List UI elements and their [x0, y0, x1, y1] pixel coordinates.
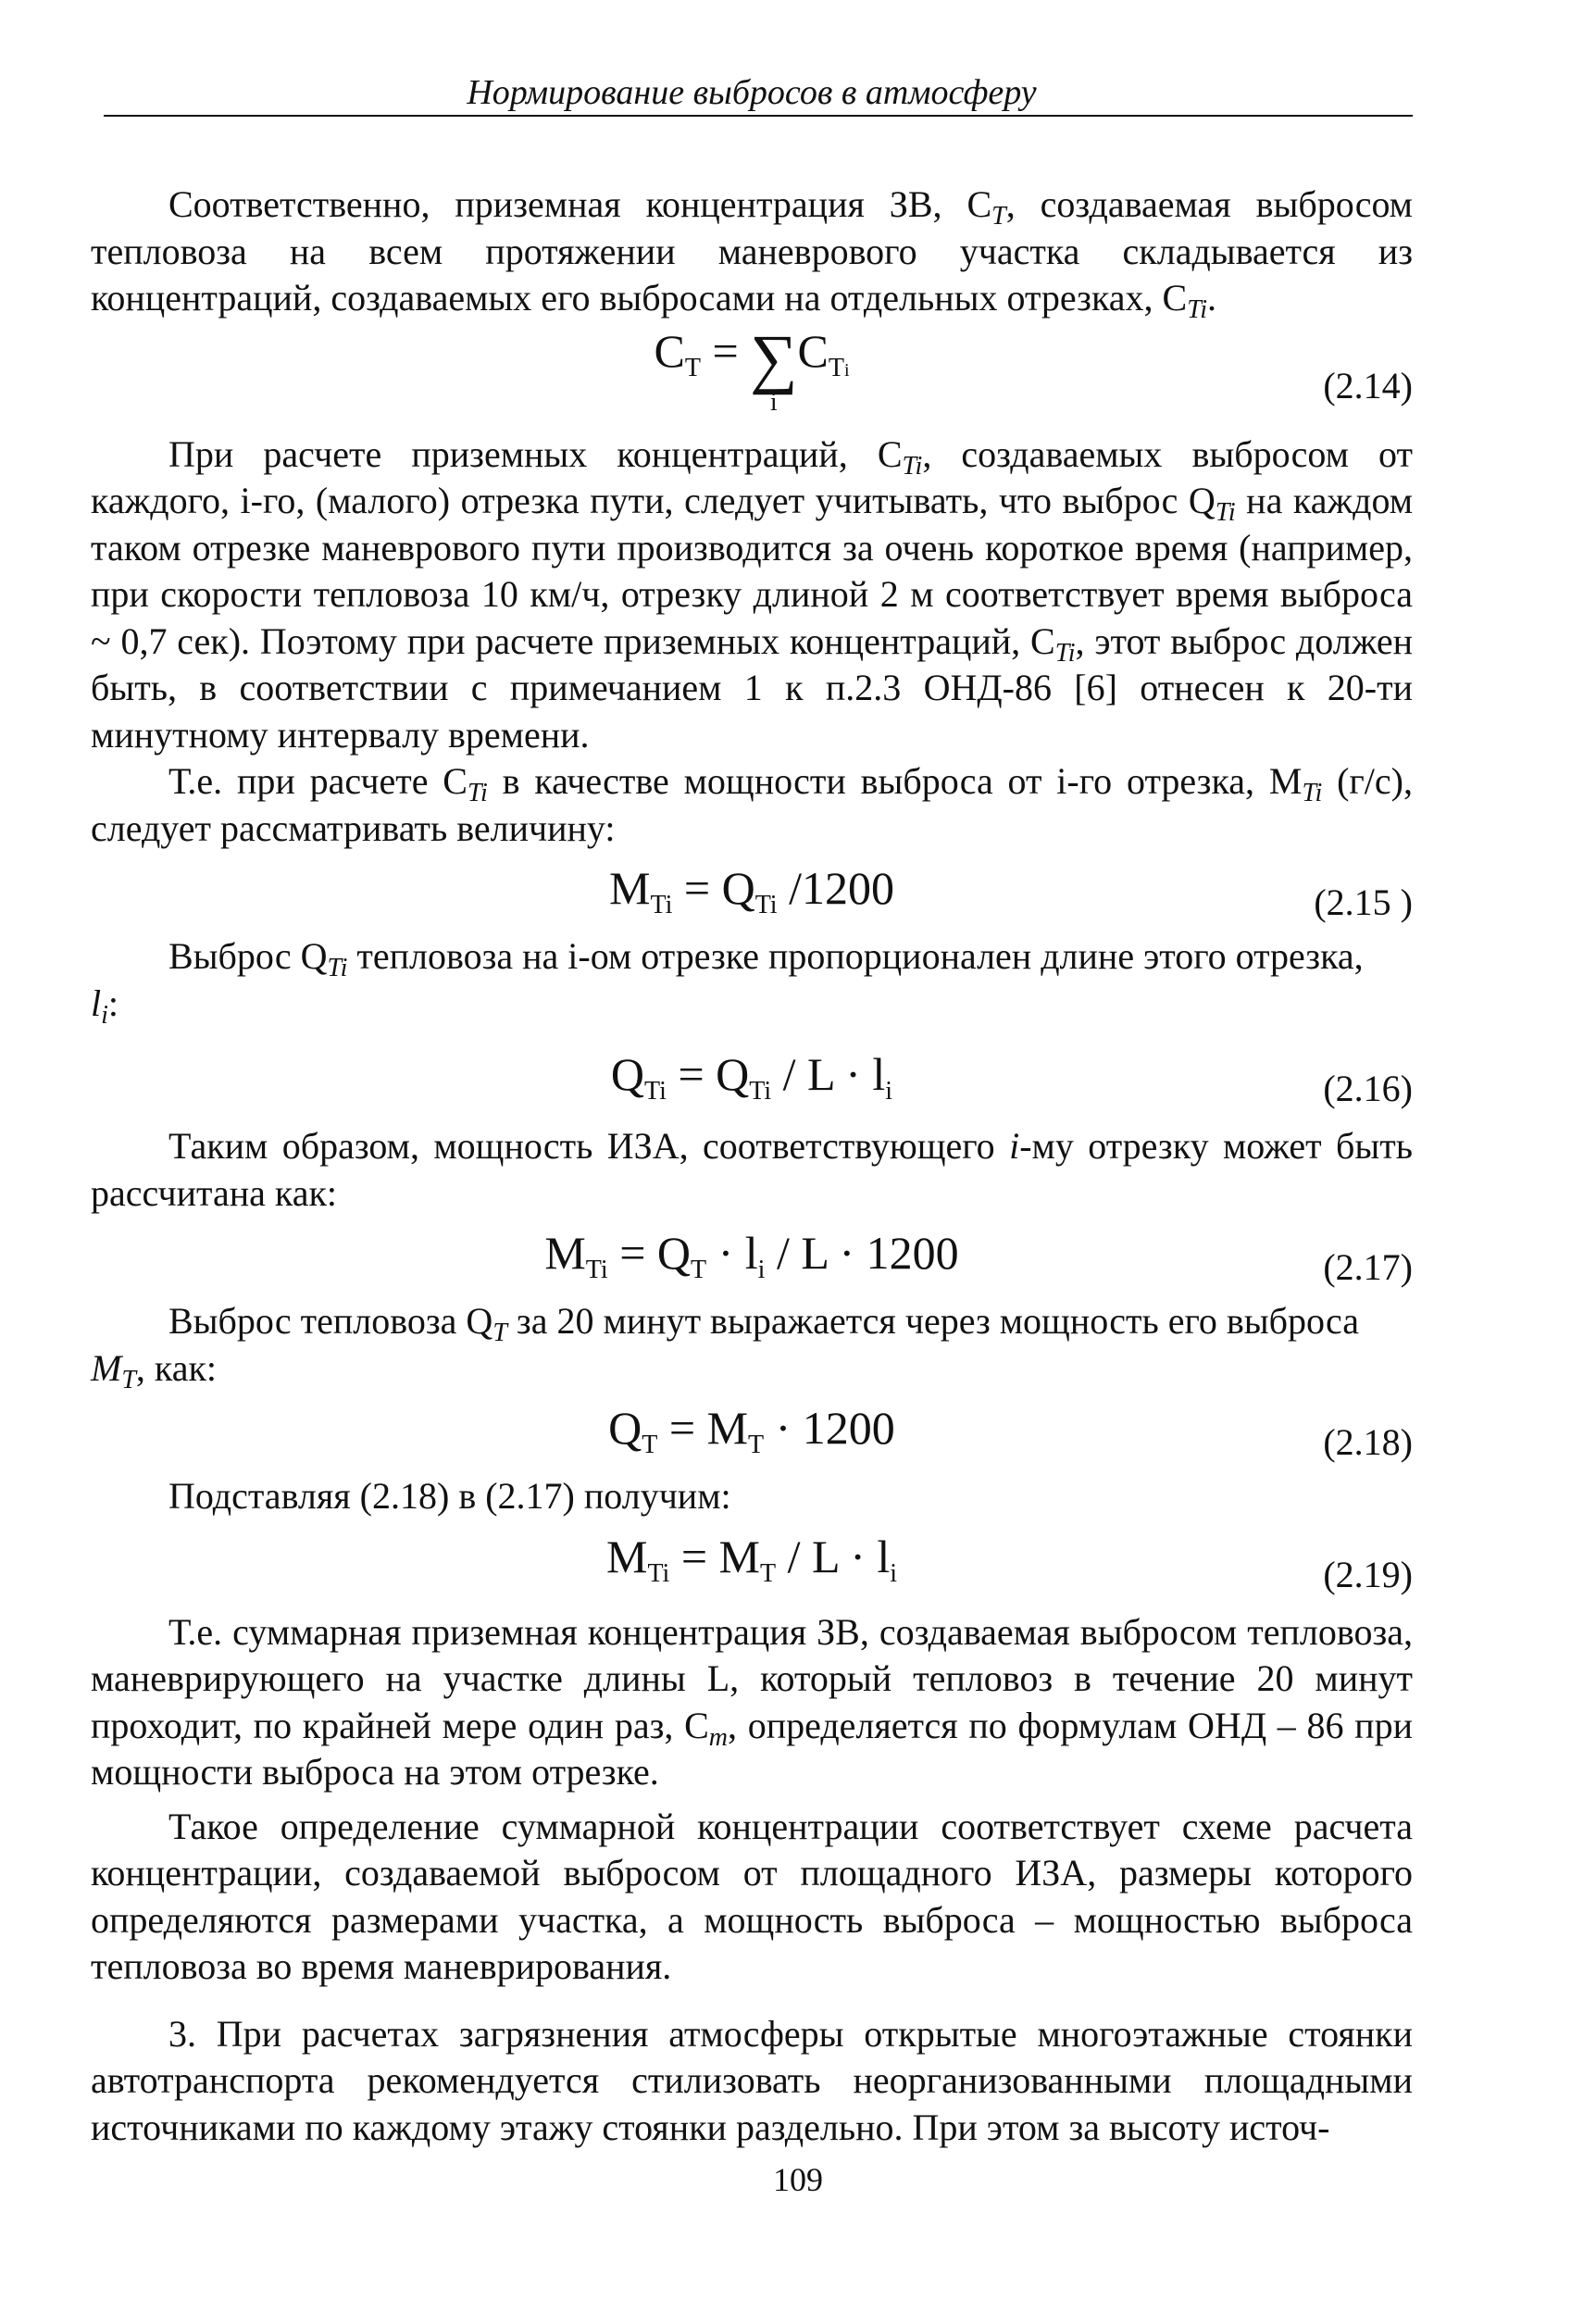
summation-sign: ∑ i	[750, 320, 798, 417]
equation-number: (2.17)	[1323, 1246, 1413, 1288]
equation-2-19-expression: $M_{Ti} = M_T / L \cdot l_i$	[605, 1530, 898, 1588]
equation-2-16-expression: $Q_{Ti} = Q_{Ti} / L \cdot l_i$	[610, 1048, 893, 1106]
equation-2-16	[91, 1027, 1413, 1123]
equation-2-18-expression: $Q_T = M_T \cdot 1200$	[608, 1402, 895, 1459]
paragraph-5: Таким образом, мощность ИЗА, соответствующего i-му отрезку может быть рассчитана как:	[91, 1125, 1414, 1214]
paragraph-2: При расчете приземных концентраций, $C_{Ti}$, создаваемых выбросом от каждого, i-го, (малого) отрезка пути, следует учитывать, что выброс $Q_{Ti}$ на каждом таком отрезке маневрового пути производится за очень короткое время (например, при скорости тепловоза 10 км/ч, отрезку длиной 2 м соответствует время выброса ~ 0,7 сек). Поэтому при расчете приземных концентраций, $C_{Ti}$, этот выброс должен быть, в соответствии с примечанием 1 к п.2.3 ОНД-86 [6] отнесен к 20-ти минутному интервалу времени.	[91, 432, 1414, 756]
equation-2-15-expression: $M_{Ti} = Q_{Ti}$ /1200	[609, 862, 894, 919]
paragraph-4-continuation: $l_i$:	[91, 981, 119, 1030]
equation-number: (2.14)	[1323, 364, 1413, 406]
equation-2-17	[91, 1217, 1413, 1298]
paragraph-6-continuation: $M_T$, как:	[91, 1346, 218, 1394]
page-body	[91, 181, 1413, 2151]
header-rule	[104, 115, 1413, 117]
equation-2-14	[91, 322, 1413, 431]
paragraph-4: Выброс $Q_{Ti}$ тепловоза на i-ом отрезке пропорционален длине этого отрезка,	[168, 935, 1364, 982]
paragraph-3: Т.е. при расчете $C_{Ti}$ в качестве мощности выброса от i-го отрезка, $M_{Ti}$ (г/с), следует рассматривать величину:	[91, 760, 1413, 849]
paragraph-6: Выброс тепловоза $Q_T$ за 20 минут выражается через мощность его выброса	[168, 1300, 1360, 1347]
equation-2-18	[91, 1392, 1413, 1473]
paragraph-7: Подставляя (2.18) в (2.17) получим:	[168, 1475, 731, 1517]
equation-2-14-expression: $C_T$ = ∑ i $C_{Ti}$	[654, 320, 850, 417]
paragraph-9: Такое определение суммарной концентрации соответствует схеме расчета концентрации, создаваемой выбросом от площадного ИЗА, размеры которого определяются размерами участка, а мощность выброса – мощностью выброса тепловоза во время маневрирования.	[91, 1805, 1413, 1987]
running-title: Нормирование выбросов в атмосферу	[467, 73, 1037, 112]
paragraph-8: Т.е. суммарная приземная концентрация ЗВ, создаваемая выбросом тепловоза, маневрирующего на участке длины L, который тепловоз в течение 20 минут проходит, по крайней мере один раз, $C_m$, определяется по формулам ОНД – 86 при мощности выброса на этом отрезке.	[91, 1610, 1413, 1793]
equation-2-15	[91, 852, 1413, 933]
paragraph-10: 3. При расчетах загрязнения атмосферы открытые многоэтажные стоянки автотранспорта рекомендуется стилизовать неорганизованными площадными источниками по каждому этажу стоянки раздельно. При этом за высоту источ-	[91, 2012, 1413, 2148]
equation-number: (2.15 )	[1314, 881, 1413, 923]
equation-2-19	[91, 1520, 1413, 1609]
equation-number: (2.16)	[1323, 1068, 1413, 1109]
equation-2-17-expression: $M_{Ti} = Q_T \cdot l_i / L \cdot 1200$	[544, 1227, 959, 1284]
page-number: 109	[773, 2161, 823, 2198]
equation-number: (2.19)	[1323, 1553, 1413, 1595]
paragraph-1: Соответственно, приземная концентрация ЗВ, $C_Т$, создаваемая выбросом тепловоза на всем протяжении маневрового участка складывается из концентраций, создаваемых его выбросами на отдельных отрезках, $C_{Ti}$.	[91, 183, 1413, 324]
equation-number: (2.18)	[1323, 1421, 1413, 1463]
